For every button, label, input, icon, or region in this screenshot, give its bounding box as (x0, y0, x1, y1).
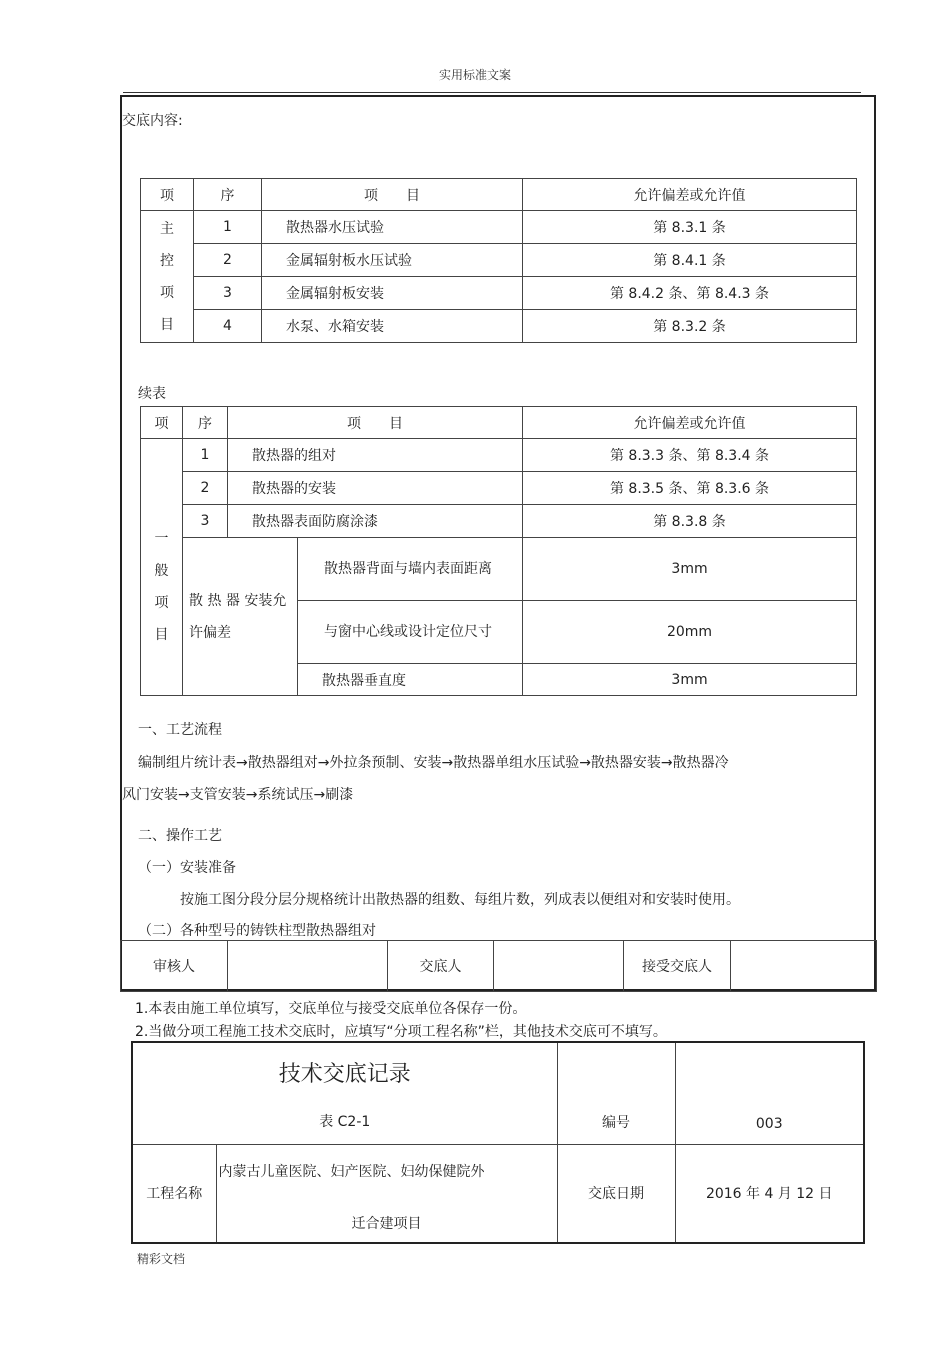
section-2-sub1: （一）安装准备 (138, 860, 236, 876)
sub-group-install-tolerance (183, 538, 298, 696)
project-name-line1: 内蒙古儿童医院、妇产医院、妇幼保健院外 (218, 1163, 485, 1180)
row-value: 第 8.4.2 条、第 8.4.3 条 (523, 277, 857, 310)
sub-row-item (298, 601, 523, 664)
sub-row-value: 3mm (523, 538, 857, 601)
row-value: 第 8.3.8 条 (523, 505, 857, 538)
form-number: 表 C2-1 (319, 1114, 371, 1130)
section-1-text-line1: 编制组片统计表→散热器组对→外拉条预制、安装→散热器单组水压试验→散热器安装→散热器冷 (138, 755, 729, 771)
row-value: 第 8.3.1 条 (523, 211, 857, 244)
row-value: 第 8.3.2 条 (523, 310, 857, 343)
header-seq: 序 (194, 179, 262, 211)
project-name-cell (216, 1144, 557, 1243)
section-label: 交底内容: (122, 113, 183, 129)
header-project: 项 目 (228, 407, 523, 439)
header-item: 项 (141, 179, 194, 211)
header-project: 项 目 (262, 179, 523, 211)
disclosure-record-table (131, 1041, 865, 1244)
row-item: 散热器表面防腐涂漆 (228, 505, 523, 538)
discloser-field[interactable] (494, 941, 624, 992)
record-title: 技术交底记录 (278, 1062, 411, 1087)
sub-row-item-label: 散热器背面与墙内表面距离 (324, 561, 492, 577)
row-item: 金属辐射板水压试验 (262, 244, 523, 277)
sub-row-value: 3mm (523, 664, 857, 696)
receiver-field[interactable] (731, 941, 877, 992)
row-no: 1 (183, 439, 228, 472)
sub-row-item: 散热器垂直度 (298, 664, 523, 696)
receiver-label: 接受交底人 (624, 941, 731, 992)
record-title-cell (132, 1042, 557, 1144)
sub-row-item (298, 538, 523, 601)
reviewer-field[interactable] (228, 941, 388, 992)
note-1: 1.本表由施工单位填写，交底单位与接受交底单位各保存一份。 (135, 1001, 527, 1017)
section-2-text: 按施工图分段分层分规格统计出散热器的组数、每组片数，列成表以便组对和安装时使用。 (180, 892, 740, 908)
group-general-label: 一般项目 (154, 531, 169, 643)
note-2: 2.当做分项工程施工技术交底时，应填写“分项工程名称”栏，其他技术交底可不填写。 (135, 1024, 667, 1040)
row-item: 散热器的组对 (228, 439, 523, 472)
group-main-control (141, 211, 194, 343)
header-allowance: 允许偏差或允许值 (523, 407, 857, 439)
row-no: 3 (194, 277, 262, 310)
row-item: 金属辐射板安装 (262, 277, 523, 310)
date-label: 交底日期 (557, 1144, 675, 1243)
section-2-sub2: （二）各种型号的铸铁柱型散热器组对 (138, 923, 376, 939)
section-1-text-line2: 风门安装→支管安装→系统试压→刷漆 (122, 787, 354, 803)
header-seq: 序 (183, 407, 228, 439)
row-no: 4 (194, 310, 262, 343)
project-name-line2: 迁合建项目 (351, 1215, 422, 1232)
header-item: 项 (141, 407, 183, 439)
row-value: 第 8.4.1 条 (523, 244, 857, 277)
number-value: 003 (675, 1042, 864, 1144)
header-allowance: 允许偏差或允许值 (523, 179, 857, 211)
main-control-table (140, 178, 857, 343)
page-header: 实用标准文案 (438, 68, 511, 82)
number-label: 编号 (557, 1042, 675, 1144)
row-item: 散热器水压试验 (262, 211, 523, 244)
discloser-label: 交底人 (388, 941, 494, 992)
row-value: 第 8.3.5 条、第 8.3.6 条 (523, 472, 857, 505)
row-item: 散热器的安装 (228, 472, 523, 505)
general-items-table (140, 406, 857, 696)
section-1-title: 一、工艺流程 (138, 722, 222, 738)
reviewer-label: 审核人 (121, 941, 228, 992)
sub-group-label: 散 热 器 安装允许偏差 (189, 592, 287, 641)
sub-row-item-label: 与窗中心线或设计定位尺寸 (324, 624, 492, 640)
date-value: 2016 年 4 月 12 日 (675, 1144, 864, 1243)
continued-label: 续表 (138, 386, 166, 402)
sub-row-value: 20mm (523, 601, 857, 664)
group-general (141, 439, 183, 696)
header-rule (123, 92, 861, 93)
row-item: 水泵、水箱安装 (262, 310, 523, 343)
signature-table (120, 940, 877, 992)
row-value: 第 8.3.3 条、第 8.3.4 条 (523, 439, 857, 472)
row-no: 2 (194, 244, 262, 277)
group-main-control-label: 主控项目 (160, 220, 174, 333)
project-name-label: 工程名称 (132, 1144, 216, 1243)
section-2-title: 二、操作工艺 (138, 828, 222, 844)
row-no: 3 (183, 505, 228, 538)
row-no: 1 (194, 211, 262, 244)
row-no: 2 (183, 472, 228, 505)
page-footer: 精彩文档 (137, 1252, 186, 1266)
